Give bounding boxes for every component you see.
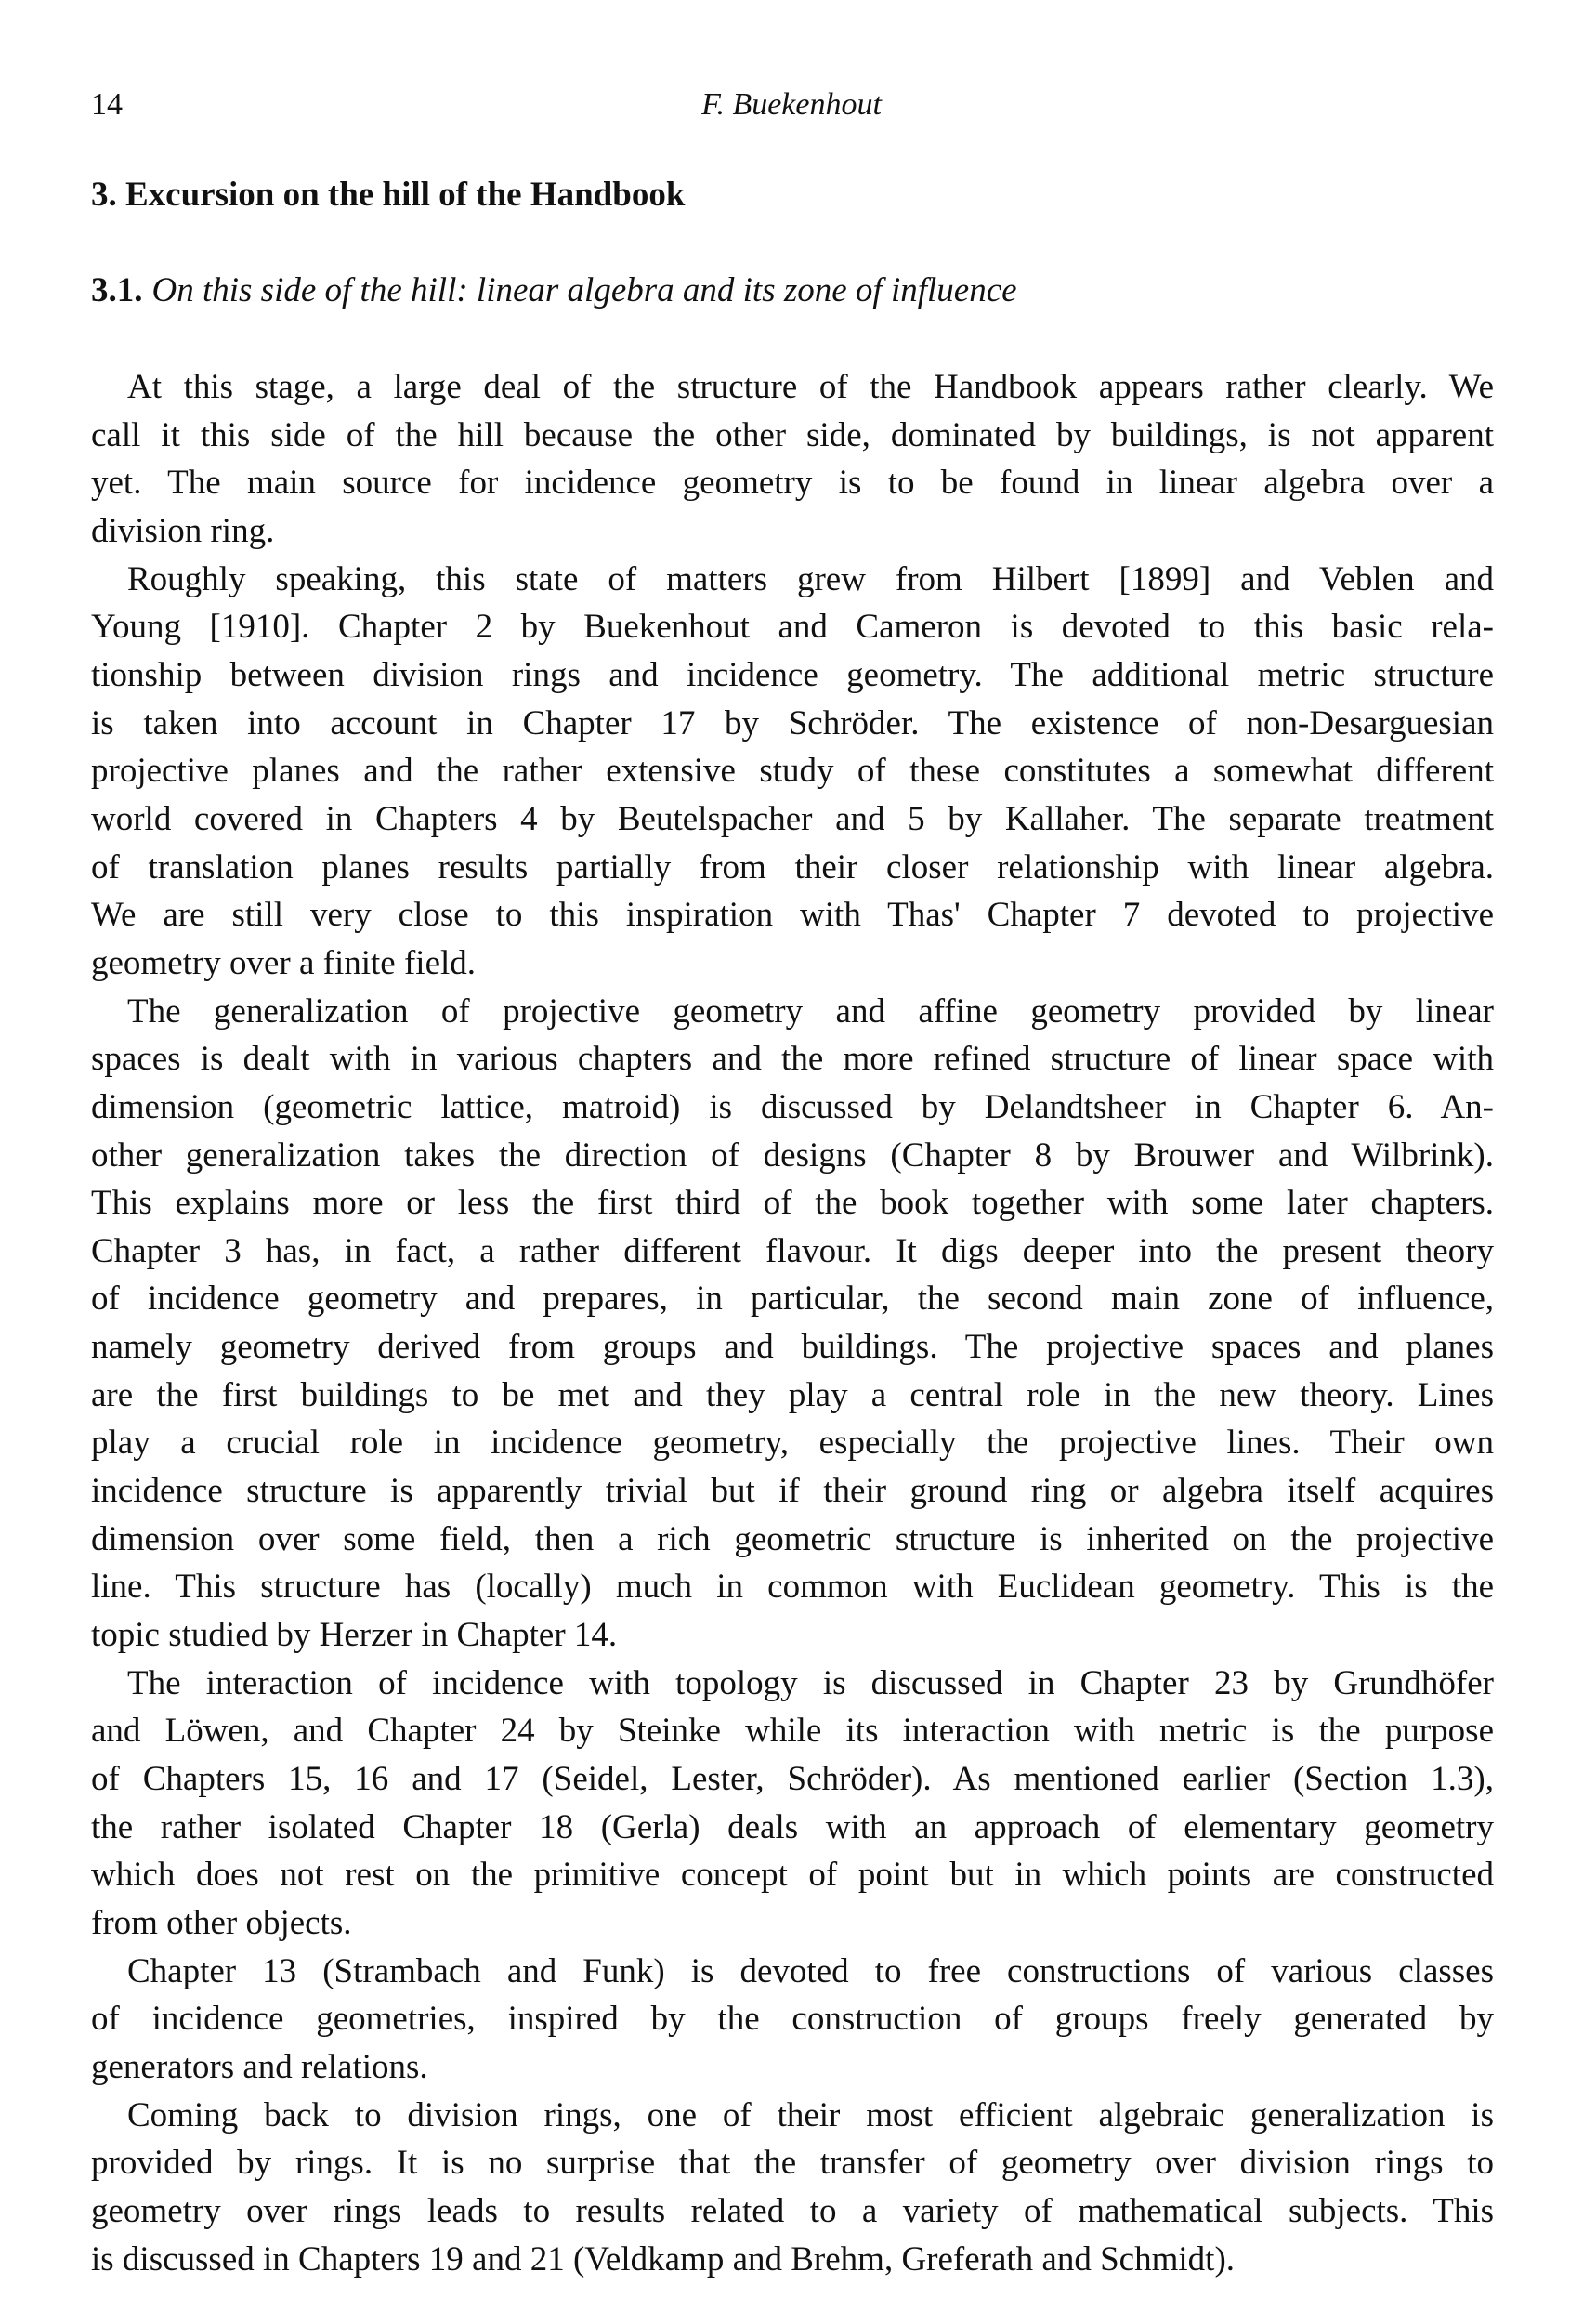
text-line: other generalization takes the direction of designs (Chapter 8 by Brouwer and Wilbrink). bbox=[91, 1136, 1494, 1175]
text-line: line. This structure has (locally) much in common with Euclidean geometry. This is the bbox=[91, 1568, 1494, 1607]
text-line: We are still very close to this inspiration with Thas' Chapter 7 devoted to projective bbox=[91, 896, 1494, 935]
text-line: namely geometry derived from groups and buildings. The projective spaces and planes bbox=[91, 1328, 1494, 1367]
text-line: are the first buildings to be met and they play a central role in the new theory. Lines bbox=[91, 1375, 1494, 1414]
text-line: tionship between division rings and incidence geometry. The additional metric structure bbox=[91, 655, 1494, 694]
text-line: incidence structure is apparently trivial but if their ground ring or algebra itself acquires bbox=[91, 1472, 1494, 1511]
text-line: Coming back to division rings, one of their most efficient algebraic generalization is bbox=[127, 2095, 1494, 2134]
text-line: spaces is dealt with in various chapters and the more refined structure of linear space with bbox=[91, 1040, 1494, 1079]
text-line: generators and relations. bbox=[91, 2047, 428, 2086]
text-line: from other objects. bbox=[91, 1904, 352, 1942]
text-line: topic studied by Herzer in Chapter 14. bbox=[91, 1616, 618, 1655]
text-line: which does not rest on the primitive concept of point but in which points are constructed bbox=[91, 1856, 1494, 1895]
text-line: call it this side of the hill because the other side, dominated by buildings, is not apparent bbox=[91, 415, 1494, 454]
page-number: 14 bbox=[91, 87, 123, 122]
text-line: and Löwen, and Chapter 24 by Steinke while its interaction with metric is the purpose bbox=[91, 1712, 1494, 1751]
text-line: of incidence geometries, inspired by the construction of groups freely generated by bbox=[91, 2000, 1494, 2039]
paragraph bbox=[91, 1660, 1494, 1948]
text-line: is taken into account in Chapter 17 by Schröder. The existence of non-Desarguesian bbox=[91, 703, 1494, 742]
text-line: of Chapters 15, 16 and 17 (Seidel, Lester, Schröder). As mentioned earlier (Section 1.3), bbox=[91, 1760, 1494, 1799]
subsection-number: 3.1. bbox=[91, 271, 143, 309]
text-line: dimension (geometric lattice, matroid) is discussed by Delandtsheer in Chapter 6. An- bbox=[91, 1087, 1494, 1126]
text-line: division ring. bbox=[91, 511, 275, 550]
body-text bbox=[91, 363, 1494, 2283]
running-head: F. Buekenhout bbox=[701, 87, 882, 122]
text-line: of incidence geometry and prepares, in particular, the second main zone of influence, bbox=[91, 1280, 1494, 1319]
text-line: The interaction of incidence with topology is discussed in Chapter 23 by Grundhöfer bbox=[127, 1663, 1494, 1702]
subsection-title: On this side of the hill: linear algebra and its zone of influence bbox=[151, 271, 1017, 309]
paragraph bbox=[91, 2092, 1494, 2284]
text-line: of translation planes results partially from their closer relationship with linear algebra. bbox=[91, 847, 1494, 886]
text-line: is discussed in Chapters 19 and 21 (Veldkamp and Brehm, Greferath and Schmidt). bbox=[91, 2239, 1236, 2278]
text-line: dimension over some field, then a rich geometric structure is inherited on the projective bbox=[91, 1519, 1494, 1558]
text-line: the rather isolated Chapter 18 (Gerla) deals with an approach of elementary geometry bbox=[91, 1807, 1494, 1846]
paragraph bbox=[91, 363, 1494, 556]
text-line: At this stage, a large deal of the structure of the Handbook appears rather clearly. We bbox=[127, 368, 1494, 406]
subsection-heading bbox=[91, 268, 1017, 314]
paragraph bbox=[91, 1948, 1494, 2092]
text-line: projective planes and the rather extensive study of these constitutes a somewhat different bbox=[91, 752, 1494, 791]
text-line: Roughly speaking, this state of matters grew from Hilbert [1899] and Veblen and bbox=[127, 559, 1494, 598]
text-line: yet. The main source for incidence geometry is to be found in linear algebra over a bbox=[91, 464, 1494, 503]
text-line: Chapter 3 has, in fact, a rather different flavour. It digs deeper into the present theory bbox=[91, 1231, 1494, 1270]
text-line: geometry over rings leads to results related to a variety of mathematical subjects. This bbox=[91, 2191, 1494, 2230]
paragraph bbox=[91, 988, 1494, 1660]
text-line: The generalization of projective geometry and affine geometry provided by linear bbox=[127, 991, 1494, 1031]
text-line: geometry over a finite field. bbox=[91, 943, 477, 982]
section-heading: 3. Excursion on the hill of the Handbook bbox=[91, 176, 686, 214]
text-line: This explains more or less the first third of the book together with some later chapters. bbox=[91, 1184, 1494, 1223]
text-line: play a crucial role in incidence geometry, especially the projective lines. Their own bbox=[91, 1424, 1494, 1463]
text-line: world covered in Chapters 4 by Beutelspacher and 5 by Kallaher. The separate treatment bbox=[91, 799, 1494, 838]
text-line: Young [1910]. Chapter 2 by Buekenhout and Cameron is devoted to this basic rela- bbox=[91, 608, 1494, 647]
text-line: Chapter 13 (Strambach and Funk) is devoted to free constructions of various classes bbox=[127, 1951, 1494, 1990]
text-line: provided by rings. It is no surprise that the transfer of geometry over division rings to bbox=[91, 2144, 1494, 2183]
paragraph bbox=[91, 556, 1494, 988]
